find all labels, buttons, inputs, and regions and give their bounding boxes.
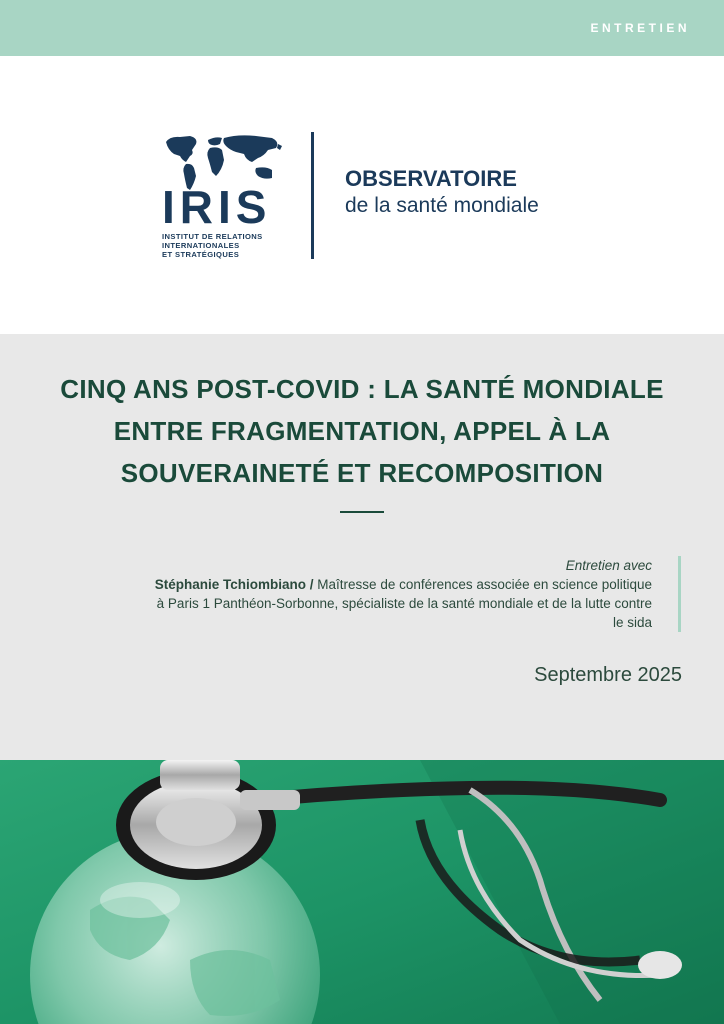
iris-logo: [160, 132, 285, 259]
document-type-tag: ENTRETIEN: [590, 21, 690, 35]
author-description: Maîtresse de conférences associée en science politique à Paris 1 Panthéon-Sorbonne, spécialiste de la santé mondiale et de la lutte contre le sida: [156, 577, 652, 630]
title-line: ENTRE FRAGMENTATION, APPEL À LA: [113, 416, 611, 446]
iris-subtitle: [162, 232, 292, 259]
author-line: [152, 575, 652, 632]
globe-stethoscope-photo-icon: [0, 760, 724, 1024]
title-line: SOUVERAINETÉ ET RECOMPOSITION: [120, 458, 604, 488]
top-banner: [0, 0, 724, 56]
logo-divider: [311, 132, 314, 259]
cover-photo: [0, 760, 724, 1024]
accent-bar: [678, 556, 681, 632]
publication-date: Septembre 2025: [534, 664, 682, 686]
observatoire-title: OBSERVATOIRE: [345, 166, 517, 191]
iris-subtitle-line: INSTITUT DE RELATIONS: [162, 232, 263, 241]
logo-area: [0, 56, 724, 334]
iris-subtitle-line: INTERNATIONALES: [162, 241, 240, 250]
title-underline: [340, 511, 384, 513]
iris-subtitle-line: ET STRATÉGIQUES: [162, 250, 240, 259]
title-line: CINQ ANS POST-COVID : LA SANTÉ MONDIALE: [60, 374, 664, 404]
page-title: [10, 368, 714, 494]
iris-wordmark: IRIS: [162, 181, 272, 233]
title-panel: [0, 334, 724, 760]
author-name: Stéphanie Tchiombiano /: [154, 577, 314, 592]
observatoire-subtitle: de la santé mondiale: [345, 194, 539, 217]
interview-label: Entretien avec: [565, 558, 652, 573]
interview-credits: [152, 556, 652, 632]
